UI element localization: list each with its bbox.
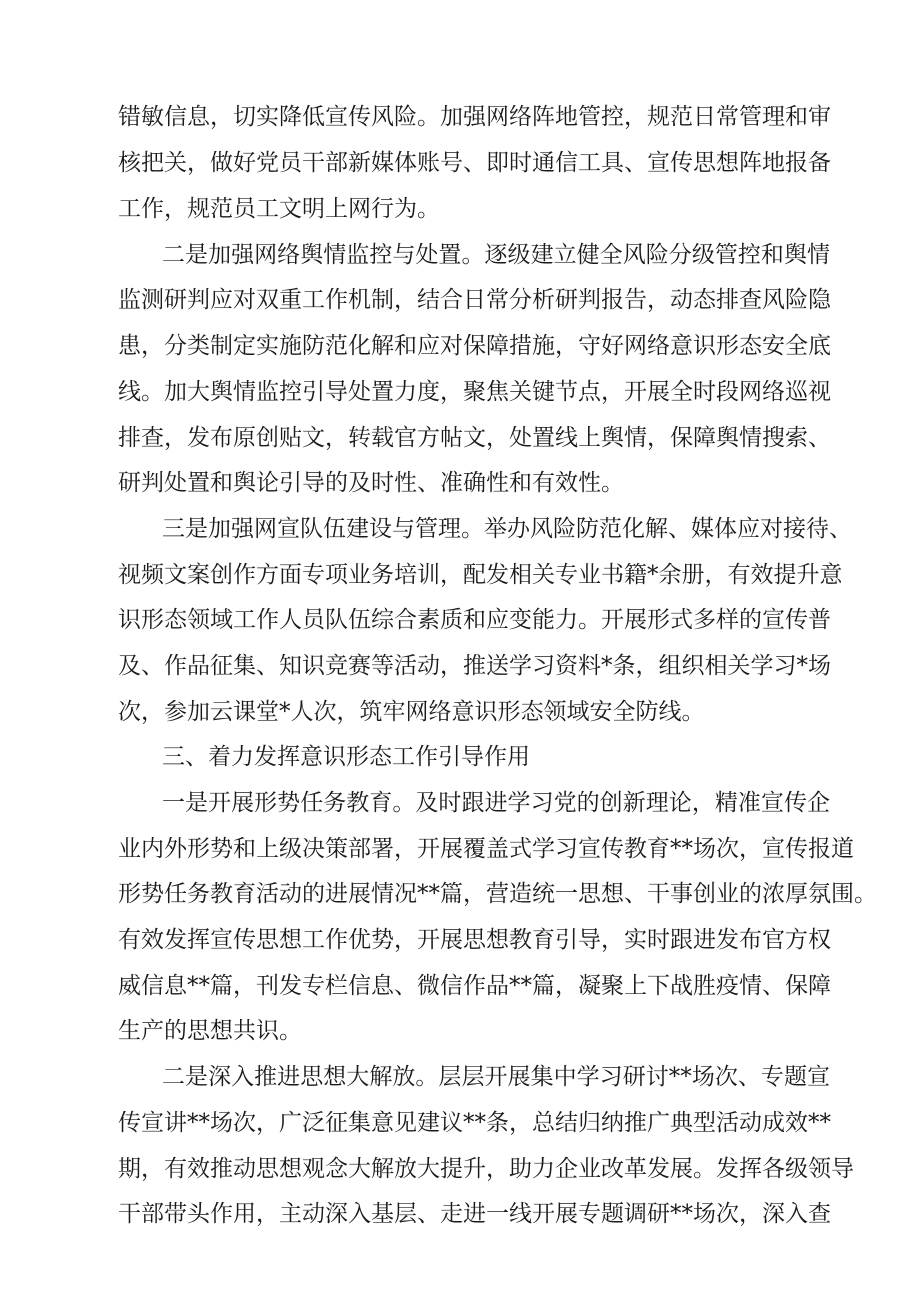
paragraph-line: 错敏信息，切实降低宣传风险。加强网络阵地管控，规范日常管理和审 xyxy=(118,104,831,130)
paragraph-line: 次，参加云课堂*人次，筑牢网络意识形态领域安全防线。 xyxy=(118,699,705,725)
paragraph-line: 患，分类制定实施防范化解和应对保障措施，守好网络意识形态安全底 xyxy=(118,333,831,359)
paragraph-line: 核把关，做好党员干部新媒体账号、即时通信工具、宣传思想阵地报备 xyxy=(118,150,831,176)
paragraph-line: 视频文案创作方面专项业务培训，配发相关专业书籍*余册，有效提升意 xyxy=(118,562,843,588)
paragraph-line: 二是加强网络舆情监控与处置。逐级建立健全风险分级管控和舆情 xyxy=(162,242,830,268)
paragraph-line: 威信息**篇，刊发专栏信息、微信作品**篇，凝聚上下战胜疫情、保障 xyxy=(118,973,831,999)
paragraph-line: 形势任务教育活动的进展情况**篇，营造统一思想、干事创业的浓厚氛围。 xyxy=(118,881,877,907)
paragraph-line: 识形态领域工作人员队伍综合素质和应变能力。开展形式多样的宣传普 xyxy=(118,607,831,633)
paragraph-line: 研判处置和舆论引导的及时性、准确性和有效性。 xyxy=(118,470,624,496)
paragraph-line: 监测研判应对双重工作机制，结合日常分析研判报告，动态排查风险隐 xyxy=(118,287,831,313)
paragraph-line: 期，有效推动思想观念大解放大提升，助力企业改革发展。发挥各级领导 xyxy=(118,1156,854,1182)
paragraph-line: 传宣讲**场次，广泛征集意见建议**条，总结归纳推广典型活动成效** xyxy=(118,1110,831,1136)
paragraph-line: 二是深入推进思想大解放。层层开展集中学习研讨**场次、专题宣 xyxy=(162,1064,830,1090)
paragraph-line: 排查，发布原创贴文，转载官方帖文，处置线上舆情，保障舆情搜索、 xyxy=(118,425,831,451)
paragraph-line: 工作，规范员工文明上网行为。 xyxy=(118,196,440,222)
paragraph-line: 干部带头作用，主动深入基层、走进一线开展专题调研**场次，深入查 xyxy=(118,1201,831,1227)
section-heading: 三、着力发挥意识形态工作引导作用 xyxy=(162,744,530,770)
paragraph-line: 及、作品征集、知识竞赛等活动，推送学习资料*条，组织相关学习*场 xyxy=(118,653,831,679)
paragraph-line: 有效发挥宣传思想工作优势，开展思想教育引导，实时跟进发布官方权 xyxy=(118,927,831,953)
paragraph-line: 线。加大舆情监控引导处置力度，聚焦关键节点，开展全时段网络巡视 xyxy=(118,379,831,405)
paragraph-line: 生产的思想共识。 xyxy=(118,1018,302,1044)
paragraph-line: 三是加强网宣队伍建设与管理。举办风险防范化解、媒体应对接待、 xyxy=(162,516,852,542)
paragraph-line: 一是开展形势任务教育。及时跟进学习党的创新理论，精准宣传企 xyxy=(162,790,830,816)
paragraph-line: 业内外形势和上级决策部署，开展覆盖式学习宣传教育**场次，宣传报道 xyxy=(118,836,854,862)
